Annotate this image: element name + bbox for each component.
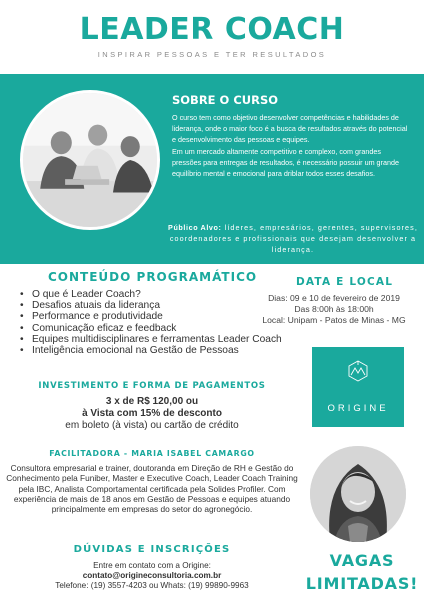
date-location-title: DATA E LOCAL bbox=[296, 276, 394, 288]
investment-title: INVESTIMENTO E FORMA DE PAGAMENTOS bbox=[38, 381, 266, 391]
limited-spots-line-2: LIMITADAS! bbox=[305, 574, 419, 593]
about-title: SOBRE O CURSO bbox=[172, 93, 279, 107]
payment-methods-line: em boleto (à vista) ou cartão de crédito bbox=[65, 420, 239, 431]
facilitator-photo-image bbox=[310, 446, 406, 542]
facilitator-photo bbox=[310, 446, 406, 542]
date-location-text bbox=[250, 293, 418, 326]
contact-email-link[interactable]: contato@origineconsultoria.com.br bbox=[82, 571, 222, 581]
installments-line: 3 x de R$ 120,00 ou bbox=[105, 396, 199, 407]
facilitator-bio: Consultora empresarial e trainer, doutoranda em Direção de RH e Gestão do Conhecimento pela Funiber, Master e Executive Coach, Leader Coach Training pela IBC, Analista Comportamental certificada pela Solides Profiler. Com experiência de mais de 18 anos em Gestão de Pessoas e equipes atuando principalmente em empresas do setor do agronegócio. bbox=[6, 463, 298, 515]
target-audience-label: Público Alvo: bbox=[168, 223, 222, 232]
program-content-list bbox=[18, 289, 286, 356]
origine-logo-text: ORIGINE bbox=[327, 403, 389, 414]
contact-phones: Telefone: (19) 3557-4203 ou Whats: (19) 99890-9963 bbox=[55, 581, 249, 591]
origine-logo bbox=[312, 347, 404, 427]
list-item: • Performance e produtividade bbox=[18, 311, 286, 322]
time-line: Das 8:00h às 18:00h bbox=[294, 304, 374, 314]
contact-intro: Entre em contato com a Origine: bbox=[93, 561, 211, 570]
about-paragraph-2: Em um mercado altamente competitivo e complexo, com grandes pressões para entregas de resultados, é necessário possuir um grande equilíbrio mental e emocional para driblar todos esses desafios. bbox=[172, 147, 399, 178]
list-item: • O que é Leader Coach? bbox=[18, 289, 286, 300]
questions-title: DÚVIDAS E INSCRIÇÕES bbox=[73, 544, 231, 555]
origine-logo-icon bbox=[346, 359, 370, 383]
facilitator-title: FACILITADORA - MARIA ISABEL CAMARGO bbox=[49, 449, 255, 458]
program-content-title: CONTEÚDO PROGRAMÁTICO bbox=[48, 270, 258, 284]
contact-info bbox=[4, 561, 300, 592]
date-line: Dias: 09 e 10 de fevereiro de 2019 bbox=[268, 293, 400, 303]
list-item: • Desafios atuais da liderança bbox=[18, 300, 286, 311]
list-item: • Comunicação eficaz e feedback bbox=[18, 323, 286, 334]
limited-spots-callout bbox=[304, 549, 420, 595]
location-line: Local: Unipam - Patos de Minas - MG bbox=[262, 315, 406, 325]
about-paragraph-1: O curso tem como objetivo desenvolver competências e habilidades de liderança, onde o maior foco é a busca de resultados através do potencial e desenvolvimento das pessoas e equipes. bbox=[172, 113, 408, 144]
about-text bbox=[172, 113, 412, 182]
target-audience-text: líderes, empresários, gerentes, supervisores, coordenadores e profissionais que desejam desenvolver a liderança. bbox=[169, 223, 418, 254]
investment-text bbox=[8, 396, 296, 432]
list-item: • Equipes multidisciplinares e ferramentas Leader Coach bbox=[18, 334, 286, 345]
meeting-photo-image bbox=[23, 93, 157, 227]
list-item: • Inteligência emocional na Gestão de Pessoas bbox=[18, 345, 286, 356]
discount-line: à Vista com 15% de desconto bbox=[82, 408, 222, 419]
page-title: LEADER COACH bbox=[79, 12, 345, 47]
limited-spots-line-1: VAGAS bbox=[329, 551, 395, 570]
target-audience bbox=[168, 222, 418, 255]
meeting-photo bbox=[20, 90, 160, 230]
page-subtitle: INSPIRAR PESSOAS E TER RESULTADOS bbox=[97, 50, 327, 59]
